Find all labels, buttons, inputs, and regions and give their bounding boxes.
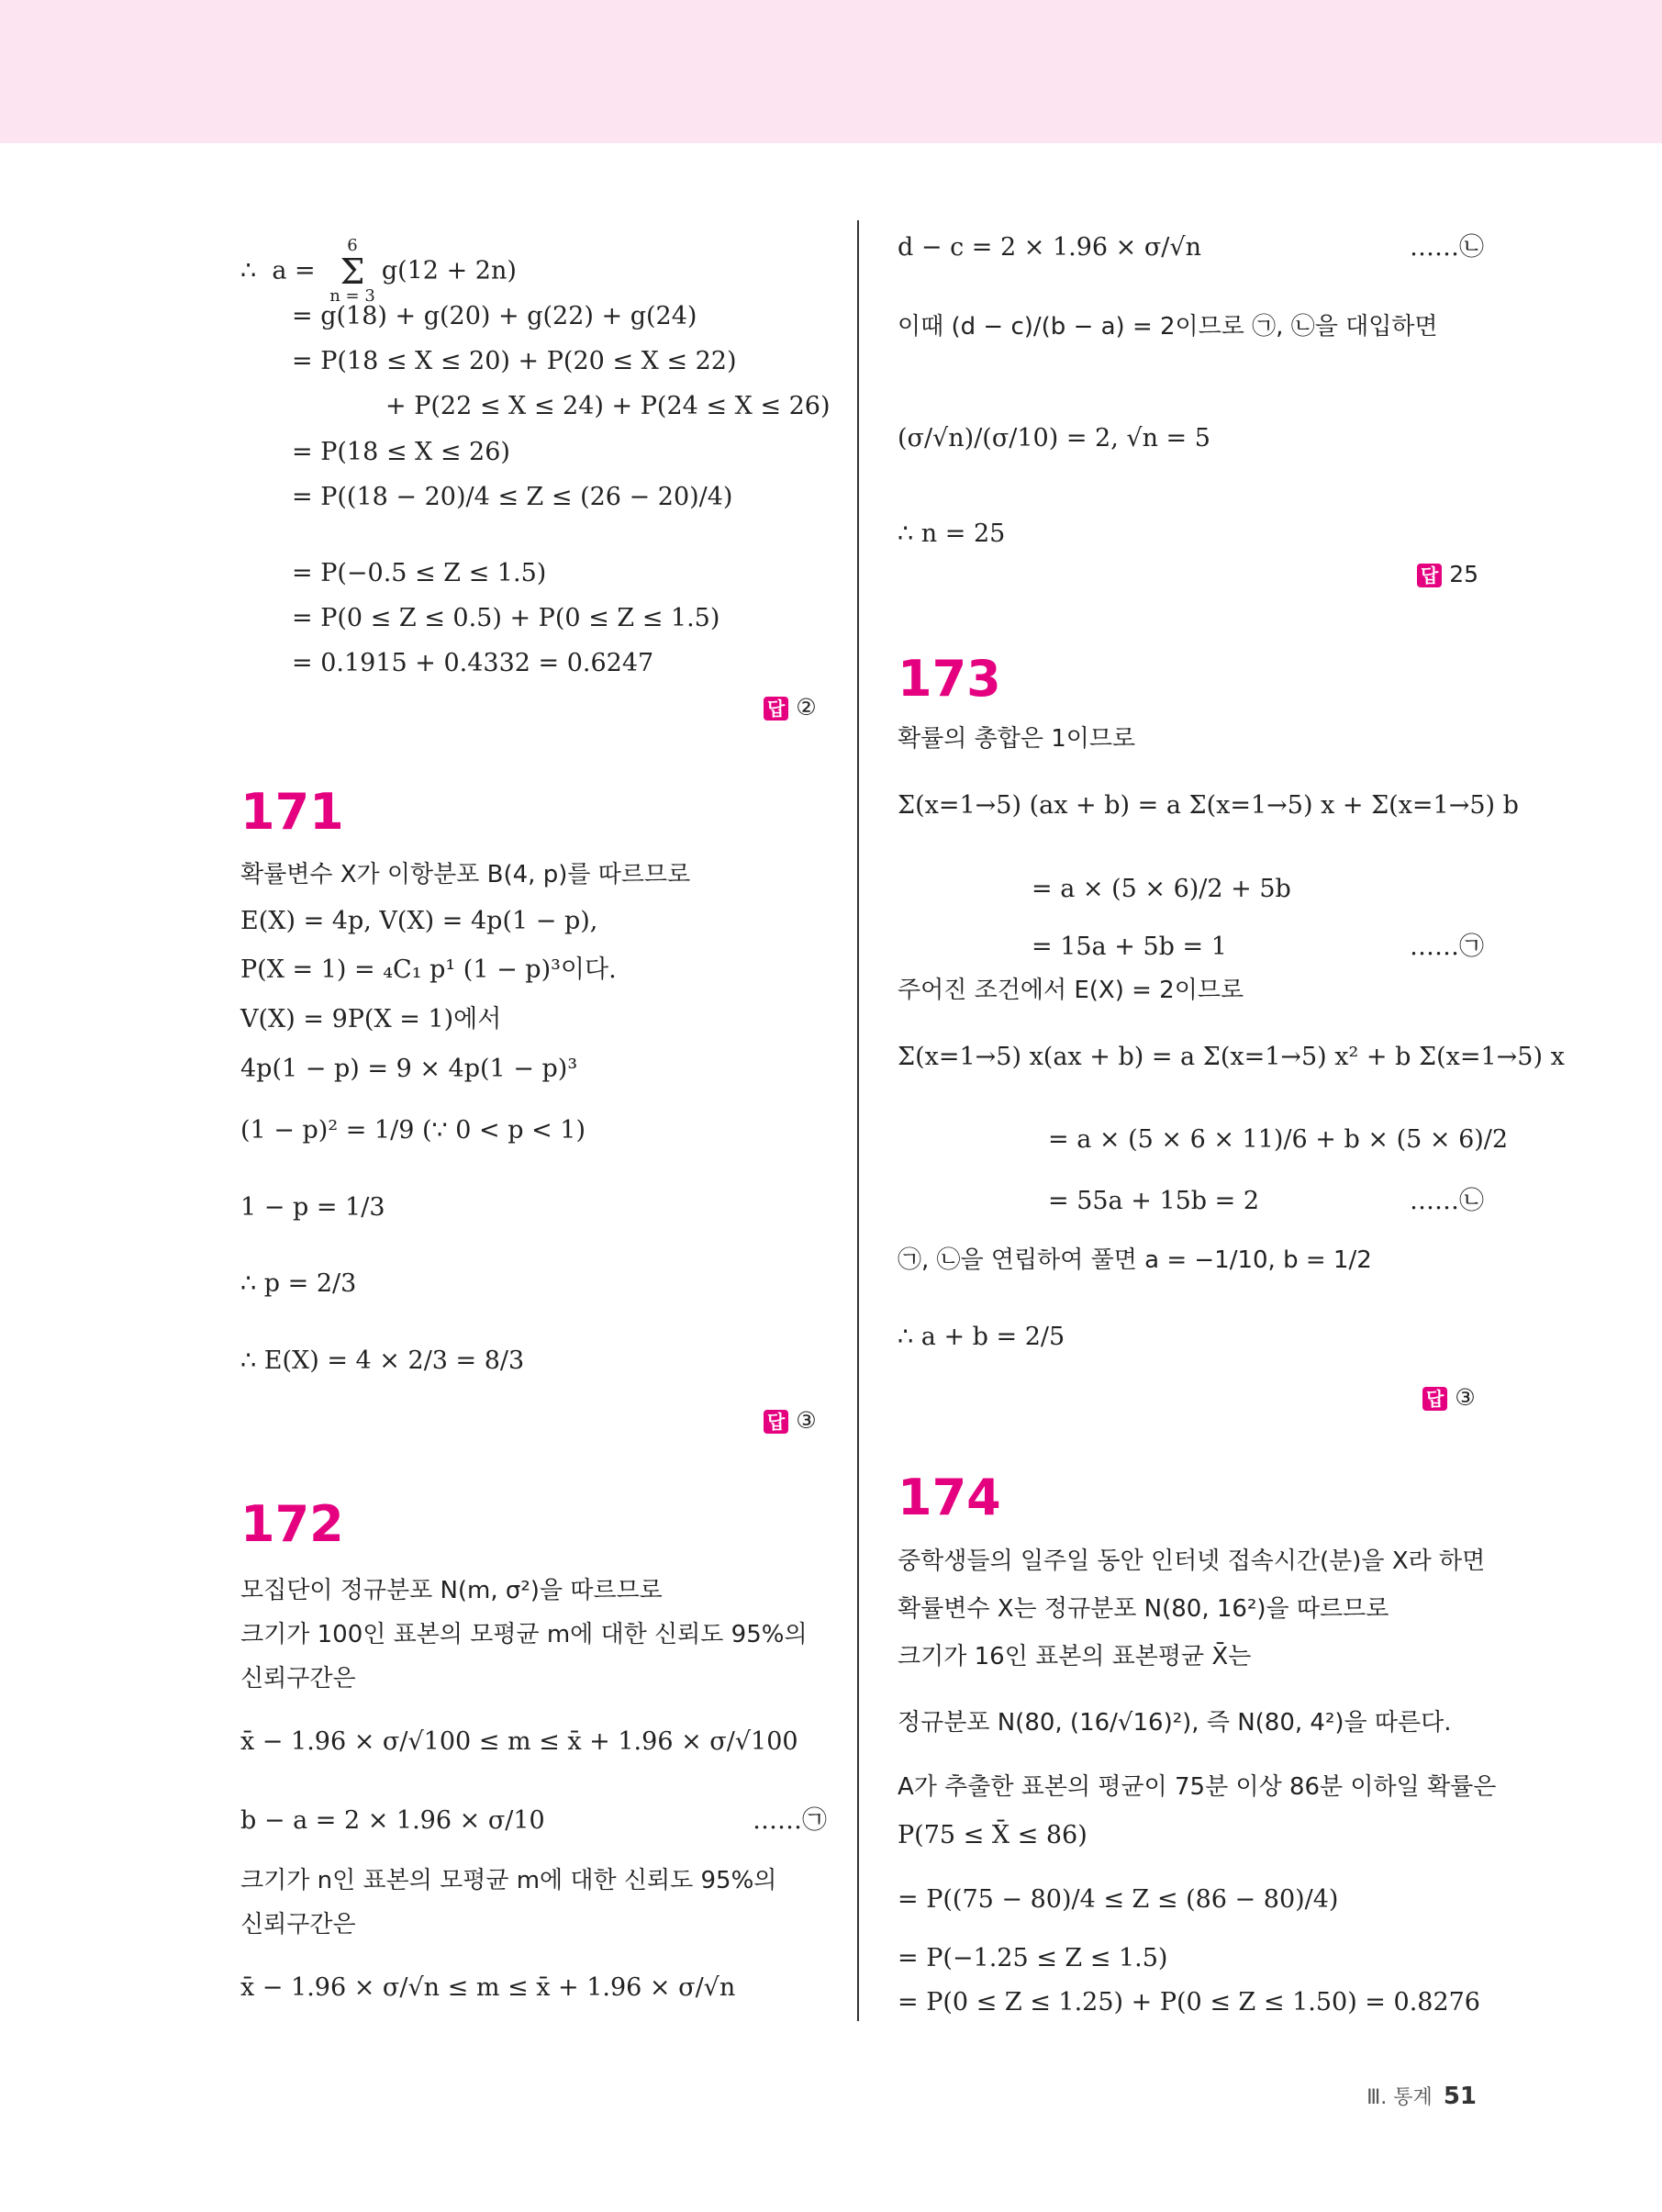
- sol174-line-1: 확률변수 X는 정규분포 N(80, 16²)을 따르므로: [898, 1595, 1389, 1623]
- sol171-line-0: 확률변수 X가 이항분포 B(4, p)를 따르므로: [240, 861, 691, 888]
- problem-number-173: 173: [898, 650, 1001, 708]
- sol173-answer: [1422, 1386, 1476, 1411]
- sol174-line-6: = P((75 − 80)/4 ≤ Z ≤ (86 − 80)/4): [898, 1885, 1339, 1914]
- sol173-line-6: = a × (5 × 6 × 11)/6 + b × (5 × 6)/2: [1048, 1125, 1509, 1154]
- sol171-line-5: (1 − p)² = 1/9 (∵ 0 < p < 1): [240, 1116, 586, 1145]
- sol170-line-8: = 0.1915 + 0.4332 = 0.6247: [292, 649, 654, 677]
- sol173-line-9: ∴ a + b = 2/5: [898, 1323, 1065, 1351]
- sol170-line-4: = P(18 ≤ X ≤ 26): [292, 438, 510, 466]
- sol173-line-2: = a × (5 × 6)/2 + 5b: [1032, 875, 1291, 903]
- sol171-line-6: 1 − p = 1/3: [240, 1193, 385, 1222]
- sol172-line-1: 크기가 100인 표본의 모평균 m에 대한 신뢰도 95%의: [240, 1621, 808, 1648]
- sol172-line-8: d − c = 2 × 1.96 × σ/√n: [898, 233, 1201, 262]
- sol170-line-5: = P((18 − 20)/4 ≤ Z ≤ (26 − 20)/4): [292, 483, 733, 511]
- sol170-line-2: = P(18 ≤ X ≤ 20) + P(20 ≤ X ≤ 22): [292, 347, 737, 375]
- sol172-line-5: 크기가 n인 표본의 모평균 m에 대한 신뢰도 95%의: [240, 1867, 777, 1894]
- answer-value: 25: [1449, 561, 1479, 587]
- sol170-line-0: ∴ a = 6 Σ n = 3 g(12 + 2n): [240, 236, 517, 306]
- sol173-line-4: 주어진 조건에서 E(X) = 2이므로: [898, 977, 1244, 1004]
- problem-number-172: 172: [240, 1495, 344, 1553]
- sol171-line-2: P(X = 1) = ₄C₁ p¹ (1 − p)³이다.: [240, 955, 617, 984]
- sol173-line-1: Σ(x=1→5) (ax + b) = a Σ(x=1→5) x + Σ(x=1→5) b: [898, 791, 1519, 820]
- sol172-line-6: 신뢰구간은: [240, 1911, 356, 1938]
- column-divider: [857, 220, 859, 2021]
- sol172-mark-0: ……㉠: [753, 1806, 827, 1835]
- sol172-line-3: x̄ − 1.96 × σ/√100 ≤ m ≤ x̄ + 1.96 × σ/√100: [240, 1727, 798, 1756]
- answer-tag: 답: [764, 1410, 788, 1434]
- sol173-mark-1: ……㉡: [1410, 1187, 1484, 1215]
- sol172-line-4: b − a = 2 × 1.96 × σ/10: [240, 1806, 545, 1835]
- sol171-answer: [764, 1409, 817, 1434]
- answer-value: ③: [1455, 1384, 1476, 1411]
- sol171-line-7: ∴ p = 2/3: [240, 1269, 357, 1298]
- answer-tag: 답: [1417, 564, 1442, 587]
- answer-tag: 답: [764, 697, 788, 721]
- sol172-line-9: 이때 (d − c)/(b − a) = 2이므로 ㉠, ㉡을 대입하면: [898, 313, 1438, 341]
- sol170-line-7: = P(0 ≤ Z ≤ 0.5) + P(0 ≤ Z ≤ 1.5): [292, 604, 720, 632]
- sol172-line-7: x̄ − 1.96 × σ/√n ≤ m ≤ x̄ + 1.96 × σ/√n: [240, 1973, 736, 2002]
- sol172-line-11: ∴ n = 25: [898, 519, 1006, 548]
- sol173-mark-0: ……㉠: [1410, 933, 1484, 961]
- sol170-line-1: = g(18) + g(20) + g(22) + g(24): [292, 302, 697, 330]
- footer-section: Ⅲ. 통계: [1366, 2086, 1433, 2109]
- sol173-line-3: = 15a + 5b = 1: [1032, 933, 1227, 961]
- answer-value: ②: [796, 694, 817, 721]
- sol172-line-10: (σ/√n)/(σ/10) = 2, √n = 5: [898, 424, 1210, 452]
- sol174-line-3: 정규분포 N(80, (16/√16)²), 즉 N(80, 4²)을 따른다.: [898, 1709, 1452, 1737]
- sol170-line-3: + P(22 ≤ X ≤ 24) + P(24 ≤ X ≤ 26): [385, 392, 831, 420]
- sol171-line-3: V(X) = 9P(X = 1)에서: [240, 1005, 502, 1033]
- sol170-answer: [764, 696, 817, 721]
- sol173-line-0: 확률의 총합은 1이므로: [898, 725, 1136, 753]
- sol174-line-5: P(75 ≤ X̄ ≤ 86): [898, 1821, 1088, 1849]
- page-footer: [1366, 2082, 1477, 2110]
- sol174-line-4: A가 추출한 표본의 평균이 75분 이상 86분 이하일 확률은: [898, 1773, 1497, 1801]
- sol173-line-8: ㉠, ㉡을 연립하여 풀면 a = −1/10, b = 1/2: [898, 1246, 1372, 1274]
- sol171-line-8: ∴ E(X) = 4 × 2/3 = 8/3: [240, 1346, 525, 1375]
- problem-number-174: 174: [898, 1469, 1001, 1526]
- answer-tag: 답: [1422, 1387, 1447, 1411]
- problem-number-171: 171: [240, 783, 344, 841]
- answer-value: ③: [796, 1407, 817, 1434]
- sol174-line-8: = P(0 ≤ Z ≤ 1.25) + P(0 ≤ Z ≤ 1.50) = 0.8276: [898, 1988, 1480, 2016]
- sol174-line-0: 중학생들의 일주일 동안 인터넷 접속시간(분)을 X라 하면: [898, 1547, 1486, 1575]
- sol172-line-2: 신뢰구간은: [240, 1665, 356, 1693]
- sol172-answer: [1417, 563, 1478, 587]
- sol172-mark-1: ……㉡: [1410, 233, 1484, 262]
- sol170-line-6: = P(−0.5 ≤ Z ≤ 1.5): [292, 559, 547, 587]
- sol171-line-1: E(X) = 4p, V(X) = 4p(1 − p),: [240, 907, 598, 935]
- header-band: [0, 0, 1662, 143]
- sol173-line-5: Σ(x=1→5) x(ax + b) = a Σ(x=1→5) x² + b Σ(x=1→5) x: [898, 1043, 1565, 1071]
- sol174-line-7: = P(−1.25 ≤ Z ≤ 1.5): [898, 1944, 1168, 1972]
- sol172-line-0: 모집단이 정규분포 N(m, σ²)을 따르므로: [240, 1577, 663, 1604]
- sol174-line-2: 크기가 16인 표본의 표본평균 X̄는: [898, 1643, 1252, 1670]
- sol171-line-4: 4p(1 − p) = 9 × 4p(1 − p)³: [240, 1055, 578, 1083]
- sol173-line-7: = 55a + 15b = 2: [1048, 1187, 1260, 1215]
- page-number: 51: [1443, 2083, 1477, 2110]
